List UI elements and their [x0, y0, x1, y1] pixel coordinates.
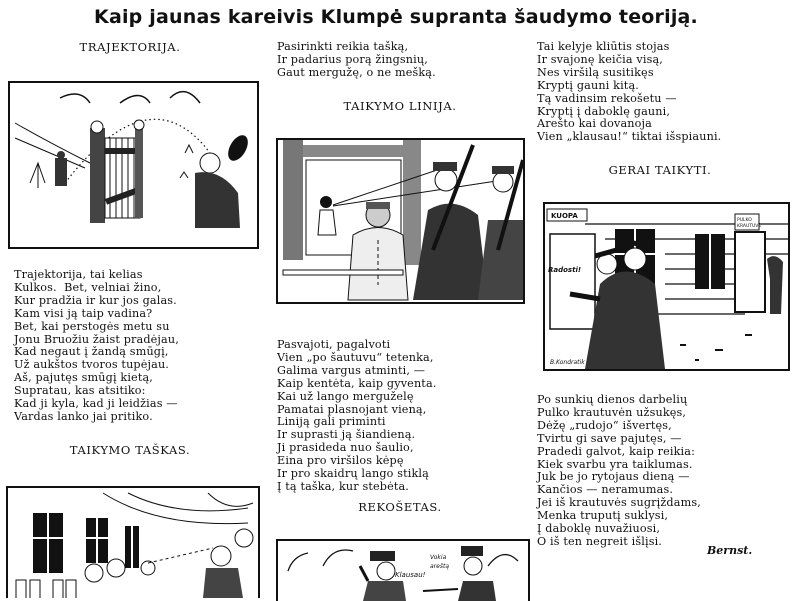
- heading-trajektorija: TRAJEKTORIJA.: [79, 40, 181, 54]
- heading-rekosetas: REKOŠETAS.: [358, 500, 442, 514]
- verse-trajektorija: Trajektorija, tai kelias Kulkos. Bet, velniai žino, Kur pradžia ir kur jos galas. Kam visi ją taip vadina? Bet, kai perstogės metu su Jonu Bruožiu žaist pradėjau, Kad negaut į žandą smūgį, Už aukštos tvoros tupėjau. Aš, pajutęs smūgį kietą, Supratau, kas atsitiko: Kad ji kyla, kad ji leidžias — Vardas lanko jai pritiko.: [14, 268, 179, 423]
- page-title: Kaip jaunas kareivis Klumpė supranta šaudymo teoriją.: [94, 6, 698, 28]
- svg-text:PULKO: PULKO: [737, 218, 752, 223]
- aiming-line-cartoon-icon: [278, 140, 523, 302]
- svg-text:areštą: areštą: [430, 563, 449, 570]
- heading-gerai-taikyti: GERAI TAIKYTI.: [608, 163, 712, 177]
- illustration-taikymo-taskas: [6, 486, 260, 598]
- illustration-rekosetas: [276, 539, 530, 601]
- illustration-gerai-taikyti: [543, 202, 790, 371]
- svg-text:Vokia: Vokia: [430, 554, 447, 561]
- svg-text:KUOPA: KUOPA: [551, 212, 578, 220]
- good-aim-cartoon-icon: [545, 204, 788, 369]
- svg-text:Klausau!: Klausau!: [395, 571, 426, 579]
- svg-text:Radosti!: Radosti!: [548, 266, 582, 274]
- illustration-taikymo-linija: [276, 138, 525, 304]
- svg-text:B.Kondratik: B.Kondratik: [550, 359, 585, 366]
- verse-taikymo-linija: Pasvajoti, pagalvoti Vien „po šautuvu“ tetenka, Galima vargus atminti, — Kaip kentėta, kaip gyventa. Kai už lango merguželę Pamatai plasnojant vieną, Liniją gali priminti Ir suprasti ją šiandieną. Ji prasideda nuo šaulio, Eina pro viršilos kėpę Ir pro skaidrų lango stiklą Į tą taška, kur stebėta.: [277, 338, 437, 493]
- ricochet-cartoon-icon: [278, 541, 528, 601]
- verse-gerai-taikyti: Po sunkių dienos darbelių Pulko krautuvėn užsukęs, Dėžę „rudojo“ išvertęs, Tvirtu gi save pajutęs, — Pradedi galvot, kaip reikia: Kiek svarbu yra taiklumas. Juk be jo rytojaus dieną — Kančios — neramumas. Jei iš krautuvės sugrįždams, Menka truputį suklysi, Į daboklę nuvažiuosi, O iš ten negreit išlįsi.: [537, 393, 701, 548]
- heading-taikymo-linija: TAIKYMO LINIJA.: [343, 99, 457, 113]
- author-signature: Bernst.: [707, 544, 753, 557]
- party-cartoon-icon: [8, 488, 258, 598]
- heading-taikymo-taskas: TAIKYMO TAŠKAS.: [69, 443, 191, 457]
- svg-text:KRAUTUVĖ: KRAUTUVĖ: [737, 224, 762, 229]
- illustration-trajektorija: [8, 81, 259, 249]
- verse-taikymo-taskas: Pasirinkti reikia tašką, Ir padarius porą žingsnių, Gaut mergužę, o ne mešką.: [277, 40, 436, 79]
- trajectory-cartoon-icon: [10, 83, 257, 247]
- verse-rekosetas: Tai kelyje kliūtis stojas Ir svajonę keičia visą, Nes viršilą susitikęs Kryptį gauni kitą. Tą vadinsim rekošetu — Kryptį į daboklę gauni, Arešto kai dovanoja Vien „klausau!“ tiktai išspiauni.: [537, 40, 722, 144]
